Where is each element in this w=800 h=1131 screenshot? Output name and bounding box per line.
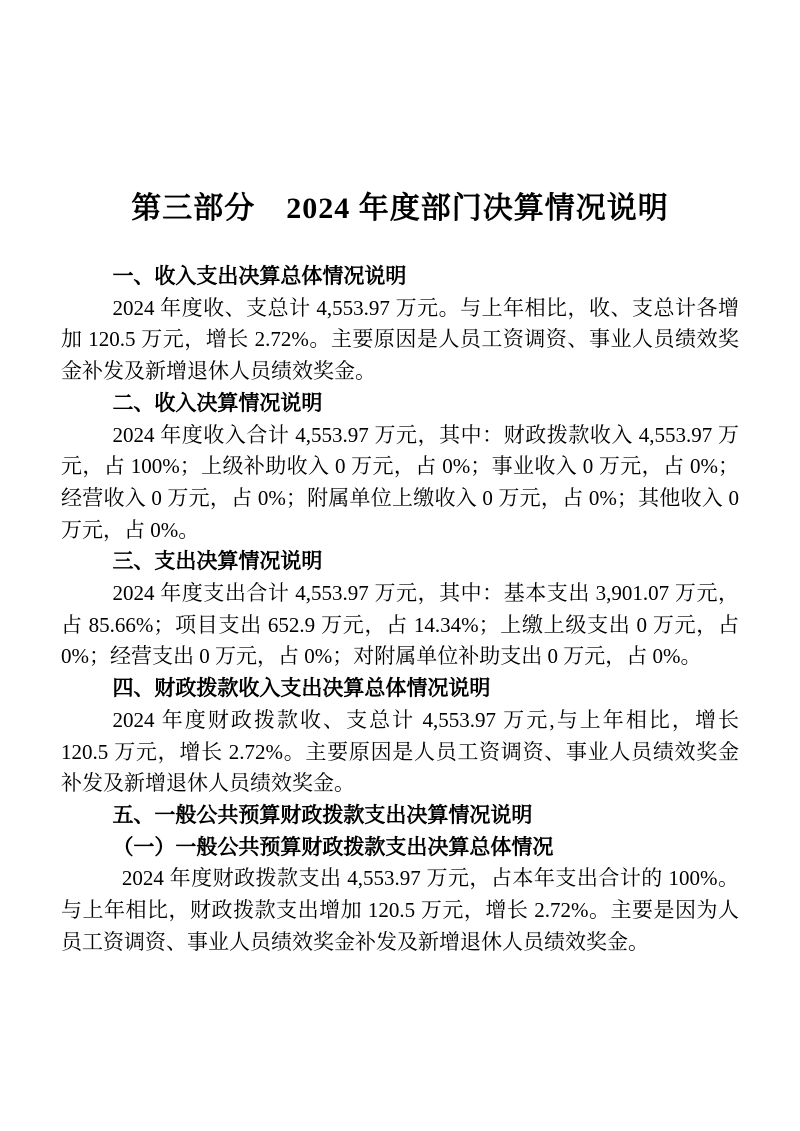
section-5-subheading: （一）一般公共预算财政拨款支出决算总体情况	[112, 834, 554, 859]
section-2-paragraph: 2024 年度收入合计 4,553.97 万元，其中：财政拨款收入 4,553.97 万元，占 100%；上级补助收入 0 万元，占 0%；事业收入 0 万元，占 0%；经营收入 0 万元，占 0%；附属单位上缴收入 0 万元，占 0%；其他收入 0 万元，占 0%。	[61, 422, 739, 542]
section-1-paragraph: 2024 年度收、支总计 4,553.97 万元。与上年相比，收、支总计各增加 120.5 万元，增长 2.72%。主要原因是人员工资调资、事业人员绩效奖金补发及新增退休人员绩效奖金。	[61, 295, 739, 384]
document-body	[61, 261, 739, 958]
document-title: 第三部分 2024 年度部门决算情况说明	[131, 192, 669, 225]
section-expenditure-final-accounts	[61, 546, 739, 673]
section-general-public-budget-expenditure	[61, 800, 739, 959]
section-1-heading: 一、收入支出决算总体情况说明	[112, 264, 407, 288]
section-income-expenditure-overview	[61, 261, 739, 388]
section-2-heading: 二、收入决算情况说明	[112, 390, 323, 415]
section-income-final-accounts	[61, 388, 739, 547]
section-fiscal-appropriation-overview	[61, 673, 739, 800]
section-4-heading: 四、财政拨款收入支出决算总体情况说明	[112, 676, 491, 701]
section-3-paragraph: 2024 年度支出合计 4,553.97 万元，其中：基本支出 3,901.07 万元，占 85.66%；项目支出 652.9 万元，占 14.34%；上缴上级支出 0 万元，占 0%；经营支出 0 万元，占 0%；对附属单位补助支出 0 万元，占 0%。	[61, 581, 739, 669]
section-4-paragraph: 2024 年度财政拨款收、支总计 4,553.97 万元,与上年相比，增长 120.5 万元，增长 2.72%。主要原因是人员工资调资、事业人员绩效奖金补发及新增退休人员绩效奖金。	[61, 707, 739, 796]
section-5-heading: 五、一般公共预算财政拨款支出决算情况说明	[112, 802, 533, 827]
section-5-paragraph: 2024 年度财政拨款支出 4,553.97 万元，占本年支出合计的 100%。与上年相比，财政拨款支出增加 120.5 万元，增长 2.72%。主要是因为人员工资调资、事业人员绩效奖金补发及新增退休人员绩效奖金。	[61, 866, 739, 954]
section-3-heading: 三、支出决算情况说明	[112, 549, 323, 574]
